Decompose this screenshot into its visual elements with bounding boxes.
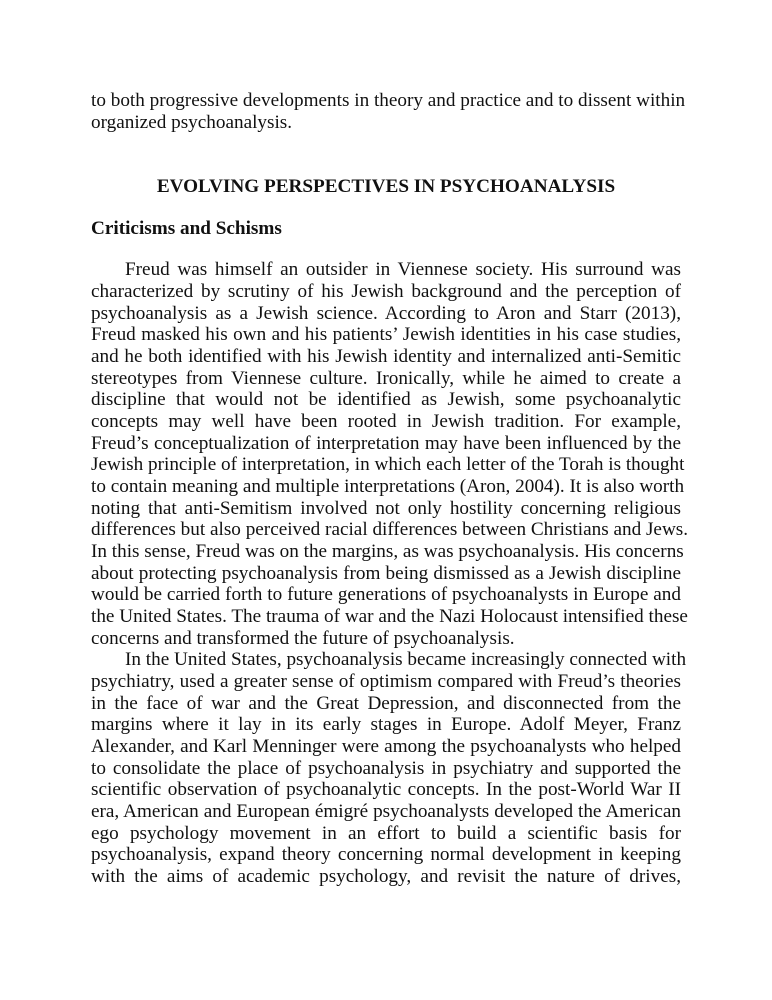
paragraph1-line: characterized by scrutiny of his Jewish background and the perception of — [91, 281, 681, 302]
paragraph2-line: with the aims of academic psychology, and revisit the nature of drives, — [91, 866, 681, 887]
paragraph1-line: psychoanalysis as a Jewish science. According to Aron and Starr (2013), — [91, 303, 681, 324]
paragraph1-line: Freud’s conceptualization of interpretation may have been influenced by the — [91, 433, 681, 454]
paragraph2-line: era, American and European émigré psychoanalysts developed the American — [91, 801, 681, 822]
paragraph1-line: Freud masked his own and his patients’ Jewish identities in his case studies, — [91, 324, 681, 345]
paragraph1-line: about protecting psychoanalysis from being dismissed as a Jewish discipline — [91, 563, 681, 584]
paragraph2-line: margins where it lay in its early stages in Europe. Adolf Meyer, Franz — [91, 714, 681, 735]
paragraph1-line: would be carried forth to future generations of psychoanalysts in Europe and — [91, 584, 681, 605]
paragraph1-line: Freud was himself an outsider in Viennese society. His surround was — [125, 259, 681, 280]
paragraph1-line: noting that anti-Semitism involved not only hostility concerning religious — [91, 498, 681, 519]
paragraph2-line: In the United States, psychoanalysis became increasingly connected with — [125, 649, 687, 670]
paragraph2-line: psychoanalysis, expand theory concerning normal development in keeping — [91, 844, 681, 865]
paragraph1-line: Jewish principle of interpretation, in which each letter of the Torah is thought — [91, 454, 685, 475]
paragraph2-line: psychiatry, used a greater sense of optimism compared with Freud’s theories — [91, 671, 681, 692]
paragraph1-line: stereotypes from Viennese culture. Ironically, while he aimed to create a — [91, 368, 681, 389]
paragraph1-line: the United States. The trauma of war and the Nazi Holocaust intensified these — [91, 606, 688, 627]
paragraph2-line: Alexander, and Karl Menninger were among the psychoanalysts who helped — [91, 736, 681, 757]
paragraph1-line: In this sense, Freud was on the margins, as was psychoanalysis. His concerns — [91, 541, 684, 562]
paragraph1-line: discipline that would not be identified as Jewish, some psychoanalytic — [91, 389, 681, 410]
intro-line: to both progressive developments in theory and practice and to dissent within — [91, 90, 686, 111]
subheading: Criticisms and Schisms — [91, 218, 282, 239]
paragraph1-line: concerns and transformed the future of psychoanalysis. — [91, 628, 515, 649]
paragraph1-line: differences but also perceived racial differences between Christians and Jews. — [91, 519, 689, 540]
section-heading: EVOLVING PERSPECTIVES IN PSYCHOANALYSIS — [156, 176, 616, 197]
paragraph1-line: concepts may well have been rooted in Jewish tradition. For example, — [91, 411, 681, 432]
paragraph2-line: scientific observation of psychoanalytic concepts. In the post-World War II — [91, 779, 681, 800]
paragraph2-line: to consolidate the place of psychoanalysis in psychiatry and supported the — [91, 758, 681, 779]
paragraph2-line: in the face of war and the Great Depression, and disconnected from the — [91, 693, 681, 714]
paragraph1-line: and he both identified with his Jewish identity and internalized anti-Semitic — [91, 346, 681, 367]
paragraph2-line: ego psychology movement in an effort to build a scientific basis for — [91, 823, 681, 844]
intro-line: organized psychoanalysis. — [91, 112, 293, 133]
paragraph1-line: to contain meaning and multiple interpretations (Aron, 2004). It is also worth — [91, 476, 685, 497]
